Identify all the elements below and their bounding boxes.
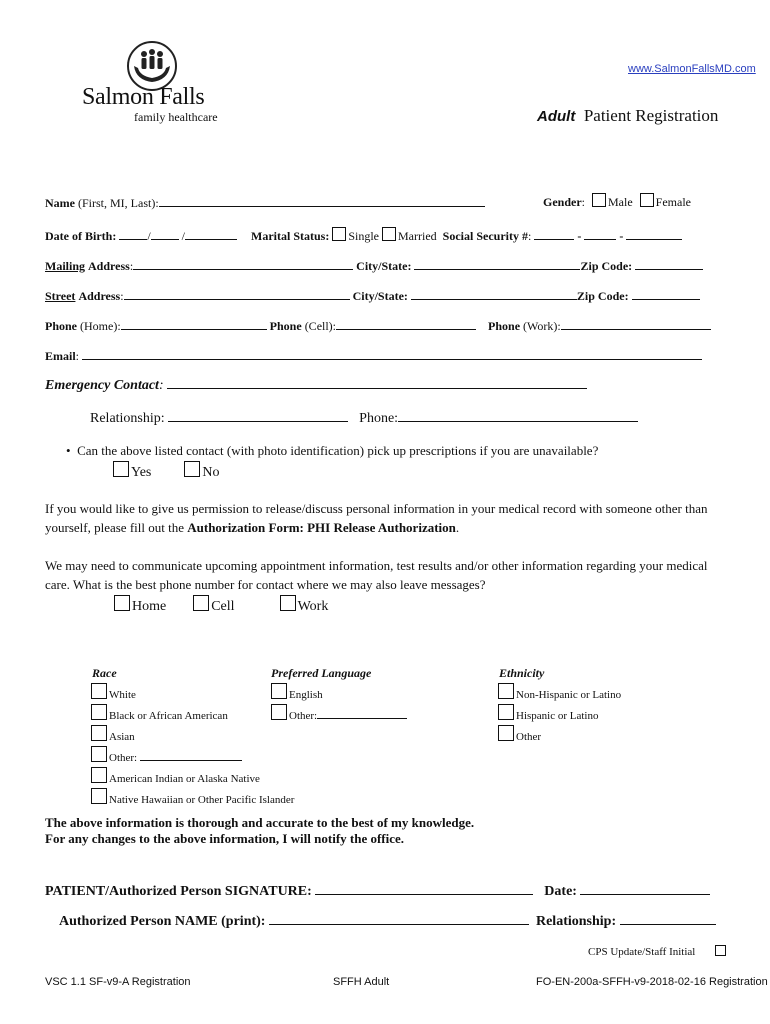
name-label: Name xyxy=(45,196,75,210)
mailing-city-label: City/State: xyxy=(356,259,412,273)
mailing-label-word: Mailing xyxy=(45,259,86,273)
gender-male-checkbox[interactable] xyxy=(592,193,606,207)
race-option-asian: Asian xyxy=(91,725,294,746)
marital-married-label: Married xyxy=(398,229,437,243)
signature-label: PATIENT/Authorized Person SIGNATURE: xyxy=(45,884,312,899)
race-other-checkbox[interactable] xyxy=(91,746,107,762)
mailing-city-field[interactable] xyxy=(414,257,580,270)
ssn-part1-field[interactable] xyxy=(534,227,574,240)
gender-label: Gender xyxy=(543,195,582,209)
phone-work-field[interactable] xyxy=(561,317,711,330)
page-title xyxy=(537,106,718,126)
pickup-question xyxy=(66,443,598,459)
emergency-phone-field[interactable] xyxy=(398,409,638,422)
phone-work-hint: (Work): xyxy=(523,319,561,333)
phone-cell-field[interactable] xyxy=(336,317,476,330)
email-label: Email xyxy=(45,349,76,363)
race-pacific-islander-checkbox[interactable] xyxy=(91,788,107,804)
phone-row xyxy=(45,317,711,334)
ethnicity-heading: Ethnicity xyxy=(499,666,545,680)
signature-field[interactable] xyxy=(315,882,533,895)
gender-row: Gender: Male Female xyxy=(543,195,691,209)
cps-label: CPS Update/Staff Initial xyxy=(588,946,696,958)
ssn-part2-field[interactable] xyxy=(584,227,616,240)
dob-day-field[interactable] xyxy=(151,227,179,240)
footer-right: FO-EN-200a-SFFH-v9-2018-02-16 Registration xyxy=(536,976,768,988)
name-hint: (First, MI, Last): xyxy=(78,196,159,210)
race-option-other: Other: xyxy=(91,746,294,767)
street-zip-field[interactable] xyxy=(632,287,700,300)
printed-name-field[interactable] xyxy=(269,912,529,925)
cps-checkbox[interactable] xyxy=(715,945,726,956)
emergency-contact-field[interactable] xyxy=(167,376,587,389)
ethnicity-hispanic-checkbox[interactable] xyxy=(498,704,514,720)
language-options xyxy=(271,683,407,725)
pickup-no-label: No xyxy=(202,465,220,480)
email-field[interactable] xyxy=(82,347,702,360)
race-option-white: White xyxy=(91,683,294,704)
signature-date-label: Date: xyxy=(544,884,577,899)
emergency-details-row xyxy=(90,409,638,427)
race-other-field[interactable] xyxy=(140,750,242,761)
ethnicity-option-other: Other xyxy=(498,725,621,746)
bullet-icon: • xyxy=(66,443,71,458)
mailing-label-rest: Address xyxy=(88,259,130,273)
logo xyxy=(82,40,222,124)
dob-row: Date of Birth: / / Marital Status: Single Married Social Security #: - - xyxy=(45,227,682,244)
name-field[interactable] xyxy=(159,194,485,207)
phone-home-field[interactable] xyxy=(121,317,267,330)
footer-left: VSC 1.1 SF-v9-A Registration xyxy=(45,976,191,988)
contact-cell-label: Cell xyxy=(211,599,235,614)
mailing-address-field[interactable] xyxy=(133,257,353,270)
contact-work-label: Work xyxy=(297,599,329,614)
website-link[interactable]: www.SalmonFallsMD.com xyxy=(628,63,756,75)
street-zip-label: Zip Code: xyxy=(576,289,629,303)
printed-name-label: Authorized Person NAME (print): xyxy=(59,914,266,929)
language-heading: Preferred Language xyxy=(271,666,372,680)
pickup-yes-checkbox[interactable] xyxy=(113,461,129,477)
ethnicity-option-hispanic: Hispanic or Latino xyxy=(498,704,621,725)
pickup-question-text: Can the above listed contact (with photo identification) pick up prescriptions if you are unavailable? xyxy=(77,443,599,458)
attestation-line-1: The above information is thorough and accurate to the best of my knowledge. xyxy=(45,815,475,830)
communication-line-2: care. What is the best phone number for contact where we may also leave messages? xyxy=(45,577,486,592)
emergency-row: Emergency Contact: xyxy=(45,376,587,394)
gender-female-label: Female xyxy=(655,195,691,209)
signature-date-field[interactable] xyxy=(580,882,710,895)
logo-tagline: family healthcare xyxy=(134,110,218,124)
phone-home-label: Phone xyxy=(45,319,78,333)
marital-single-label: Single xyxy=(348,229,380,243)
street-label-rest: Address xyxy=(78,289,121,303)
ethnicity-non-hispanic-checkbox[interactable] xyxy=(498,683,514,699)
pickup-yes-label: Yes xyxy=(131,465,152,480)
street-city-label: City/State: xyxy=(352,289,408,303)
contact-work-checkbox[interactable] xyxy=(280,595,296,611)
race-option-pacific-islander: Native Hawaiian or Other Pacific Islander xyxy=(91,788,294,809)
phone-cell-hint: (Cell): xyxy=(304,319,337,333)
footer-center: SFFH Adult xyxy=(333,976,390,988)
phone-home-hint: (Home): xyxy=(80,319,121,333)
signature-row xyxy=(45,882,710,900)
race-white-checkbox[interactable] xyxy=(91,683,107,699)
phone-cell-label: Phone xyxy=(269,319,302,333)
name-row xyxy=(45,194,485,211)
mailing-row: Mailing Address: City/State: Zip Code: xyxy=(45,257,703,274)
cps-row xyxy=(588,945,728,958)
emergency-label: Emergency Contact xyxy=(45,378,159,393)
contact-home-checkbox[interactable] xyxy=(114,595,130,611)
street-label-word: Street xyxy=(45,289,76,303)
printed-name-row xyxy=(59,912,716,930)
mailing-zip-field[interactable] xyxy=(635,257,703,270)
marital-label: Marital Status: xyxy=(251,229,330,243)
page-title-rest: Patient Registration xyxy=(583,106,719,125)
pickup-options xyxy=(113,461,220,481)
contact-cell-checkbox[interactable] xyxy=(193,595,209,611)
marital-single-checkbox[interactable] xyxy=(332,227,346,241)
pickup-no-checkbox[interactable] xyxy=(184,461,200,477)
emergency-phone-label: Phone: xyxy=(359,411,399,426)
attestation-line-2: For any changes to the above information, I will notify the office. xyxy=(45,831,405,846)
ethnicity-other-checkbox[interactable] xyxy=(498,725,514,741)
language-option-other: Other: xyxy=(271,704,407,725)
email-row: Email: xyxy=(45,347,702,364)
permission-line-1: If you would like to give us permission to release/discuss personal information in your medical record with someone other than xyxy=(45,501,708,516)
street-address-field[interactable] xyxy=(124,287,350,300)
dob-year-field[interactable] xyxy=(185,227,237,240)
language-english-checkbox[interactable] xyxy=(271,683,287,699)
race-black-checkbox[interactable] xyxy=(91,704,107,720)
mailing-zip-label: Zip Code: xyxy=(580,259,633,273)
contact-preference-options xyxy=(114,595,328,615)
race-option-black: Black or African American xyxy=(91,704,294,725)
contact-home-label: Home xyxy=(132,599,167,614)
communication-line-1: We may need to communicate upcoming appointment information, test results and/or other information regarding your medical xyxy=(45,558,708,573)
gender-female-checkbox[interactable] xyxy=(640,193,654,207)
emergency-relationship-field[interactable] xyxy=(168,409,348,422)
dob-label: Date of Birth: xyxy=(45,229,117,243)
language-option-english: English xyxy=(271,683,407,704)
ethnicity-option-non-hispanic: Non-Hispanic or Latino xyxy=(498,683,621,704)
ssn-part3-field[interactable] xyxy=(626,227,682,240)
street-row: Street Address: City/State: Zip Code: xyxy=(45,287,700,304)
authorization-form-name: Authorization Form: PHI Release Authorization xyxy=(187,520,456,535)
street-city-field[interactable] xyxy=(411,287,577,300)
marital-married-checkbox[interactable] xyxy=(382,227,396,241)
logo-name: Salmon Falls xyxy=(82,84,205,110)
language-other-checkbox[interactable] xyxy=(271,704,287,720)
race-asian-checkbox[interactable] xyxy=(91,725,107,741)
gender-male-label: Male xyxy=(608,195,633,209)
printed-relationship-field[interactable] xyxy=(620,912,716,925)
dob-month-field[interactable] xyxy=(119,227,147,240)
phone-work-label: Phone xyxy=(488,319,521,333)
language-other-field[interactable] xyxy=(317,708,407,719)
ethnicity-options xyxy=(498,683,621,746)
race-heading: Race xyxy=(92,666,117,680)
printed-relationship-label: Relationship: xyxy=(535,914,617,929)
emergency-relationship-label: Relationship: xyxy=(90,411,165,426)
race-option-american-indian: American Indian or Alaska Native xyxy=(91,767,294,788)
ssn-label: Social Security # xyxy=(442,229,528,243)
permission-line-2: yourself, please fill out the Authorization Form: PHI Release Authorization. xyxy=(45,520,460,535)
page-title-emph: Adult xyxy=(537,108,576,125)
race-american-indian-checkbox[interactable] xyxy=(91,767,107,783)
race-options xyxy=(91,683,294,809)
